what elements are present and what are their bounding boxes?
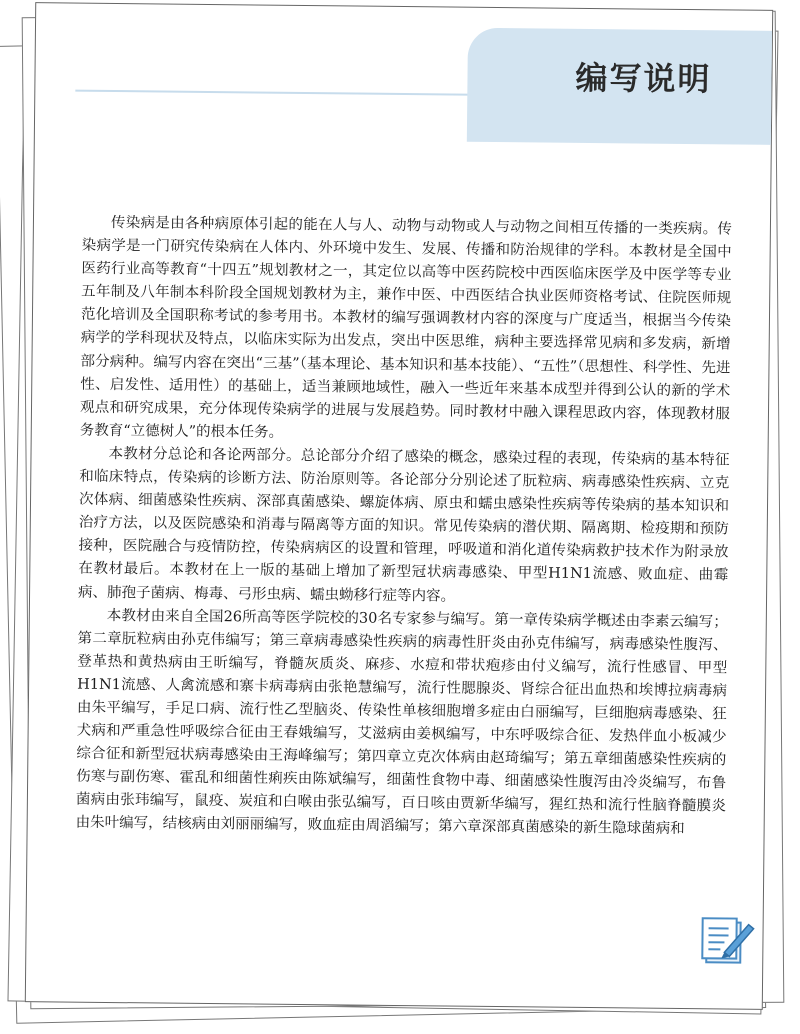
paragraph-structure: 本教材分总论和各论两部分。总论部分介绍了感染的概念，感染过程的表现，传染病的基本特征和临床特点，传染病的诊断方法、防治原则等。各论部分分别论述了朊粒病、病毒感染性疾病、立克次体病、细菌感染性疾病、深部真菌感染、螺旋体病、原虫和蠕虫感染性疾病等传染病的基本知识和治疗方法，以及医院感染和消毒与隔离等方面的知识。常见传染病的潜伏期、隔离期、检疫期和预防接种，医院融合与疫情防控，传染病病区的设置和管理，呼吸道和消化道传染病救护技术作为附录放在教材最后。本教材在上一版的基础上增加了新型冠状病毒感染、甲型H1N1流感、败血症、曲霉病、肺孢子菌病、梅毒、弓形虫病、蠕虫蚴移行症等内容。	[77, 445, 730, 605]
header-rule	[75, 90, 475, 96]
page-title: 编写说明	[575, 58, 712, 99]
body-text	[76, 212, 732, 842]
paragraph-authors: 本教材由来自全国26所高等医学院校的30名专家参与编写。第一章传染病学概述由李素云编写；第二章朊粒病由孙克伟编写；第三章病毒感染性疾病的病毒性肝炎由孙克伟编写，病毒感染性腹泻、登革热和黄热病由王昕编写，脊髓灰质炎、麻疹、水痘和带状疱疹由付义编写，流行性感冒、甲型H1N1流感、人禽流感和寨卡病毒病由张艳慧编写，流行性腮腺炎、肾综合征出血热和埃博拉病毒病由朱平编写，手足口病、流行性乙型脑炎、传染性单核细胞增多症由白丽编写，巨细胞病毒感染、狂犬病和严重急性呼吸综合征由王春娥编写，艾滋病由姜枫编写，中东呼吸综合征、发热伴血小板减少综合征和新型冠状病毒感染由王海峰编写；第四章立克次体病由赵琦编写；第五章细菌感染性疾病的伤寒与副伤寒、霍乱和细菌性痢疾由陈斌编写，细菌性食物中毒、细菌感染性腹泻由冷炎编写，布鲁菌病由张玮编写，鼠疫、炭疽和白喉由张弘编写，百日咳由贾新华编写，猩红热和流行性脑脊髓膜炎由朱叶编写，结核病由刘丽丽编写，败血症由周滔编写；第六章深部真菌感染的新生隐球菌病和	[75, 607, 728, 838]
document-pencil-icon	[700, 914, 757, 967]
paragraph-intro: 传染病是由各种病原体引起的能在人与人、动物与动物或人与动物之间相互传播的一类疾病。传染病学是一门研究传染病在人体内、外环境中发生、发展、传播和防治规律的学科。本教材是全国中医药行业高等教育“十四五”规划教材之一，其定位以高等中医药院校中西医临床医学及中医学等专业五年制及八年制本科阶段全国规划教材为主，兼作中医、中西医结合执业医师资格考试、住院医师规范化培训及全国职称考试的参考用书。本教材的编写强调教材内容的深度与广度适当，根据当今传染病学的学科现状及特点，以临床实际为出发点，突出中医思维，病种主要选择常见病和多发病，新增部分病种。编写内容在突出“三基”（基本理论、基本知识和基本技能）、“五性”（思想性、科学性、先进性、启发性、适用性）的基础上，适当兼顾地域性，融入一些近年来基本成型并得到公认的新的学术观点和研究成果，充分体现传染病学的进展与发展趋势。同时教材中融入课程思政内容，体现教材服务教育“立德树人”的根本任务。	[79, 214, 732, 441]
book-page	[25, 2, 773, 1010]
